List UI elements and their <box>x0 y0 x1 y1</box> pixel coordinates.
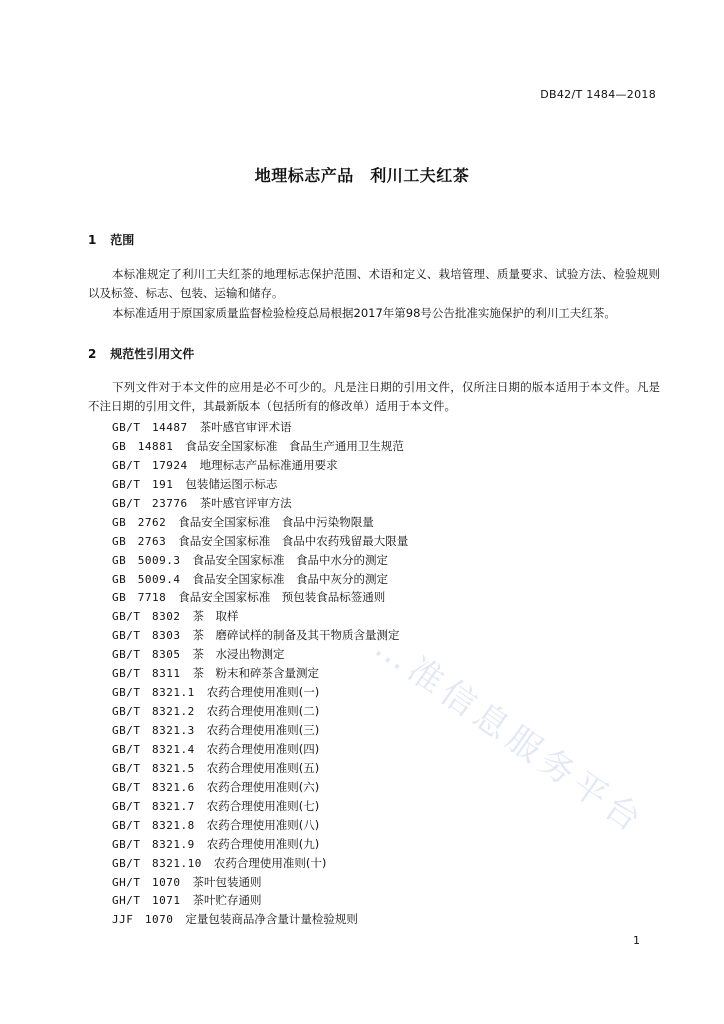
reference-item <box>112 797 408 816</box>
section-title: 范围 <box>110 233 135 247</box>
reference-item <box>112 437 408 456</box>
reference-code: GB/T 8305 <box>112 648 181 662</box>
references-intro-paragraph: 下列文件对于本文件的应用是必不可少的。凡是注日期的引用文件，仅所注日期的版本适用于本文件。凡是不注日期的引用文件，其最新版本（包括所有的修改单）适用于本文件。 <box>88 380 660 413</box>
reference-title: 茶 磨碎试样的制备及其干物质含量测定 <box>192 628 400 643</box>
reference-item <box>112 494 408 513</box>
reference-code: GB 5009.4 <box>112 572 181 586</box>
reference-title: 茶叶感官评审方法 <box>199 495 292 510</box>
reference-item <box>112 626 408 645</box>
reference-title: 包装储运图示标志 <box>185 476 278 491</box>
section-number: 1 <box>88 233 97 247</box>
reference-item <box>112 418 408 437</box>
reference-title: 农药合理使用准则(九) <box>206 836 320 851</box>
reference-title: 农药合理使用准则(一) <box>206 685 320 700</box>
reference-title: 食品安全国家标准 食品中污染物限量 <box>178 514 374 529</box>
reference-code: GB/T 8321.7 <box>112 799 195 813</box>
reference-item <box>112 513 408 532</box>
reference-item <box>112 588 408 607</box>
reference-code: GB/T 14487 <box>112 421 188 434</box>
reference-code: GB/T 8303 <box>112 629 181 643</box>
reference-title: 农药合理使用准则(五) <box>206 760 320 775</box>
watermark: …准信息服务平台 <box>367 626 653 843</box>
reference-code: GB/T 8321.1 <box>112 686 195 700</box>
reference-item <box>112 456 408 475</box>
reference-item <box>112 721 408 740</box>
reference-item <box>112 835 408 854</box>
reference-title: 茶叶包装通则 <box>192 874 262 889</box>
reference-code: GB/T 17924 <box>112 458 188 472</box>
reference-item <box>112 891 408 910</box>
reference-code: GB 5009.3 <box>112 553 181 567</box>
reference-title: 农药合理使用准则(十) <box>213 855 327 870</box>
reference-code: GB/T 8321.10 <box>112 856 202 870</box>
document-title: 地理标志产品 利川工夫红茶 <box>254 166 470 185</box>
reference-code: GB/T 8311 <box>112 667 181 681</box>
reference-code: GH/T 1070 <box>112 875 181 889</box>
reference-title: 茶 粉末和碎茶含量测定 <box>192 666 319 681</box>
reference-title: 茶叶感官审评术语 <box>199 420 292 434</box>
scope-paragraph-2: 本标准适用于原国家质量监督检验检疫总局根据2017年第98号公告批准实施保护的利川工夫红茶。 <box>112 306 616 320</box>
reference-item <box>112 816 408 835</box>
standard-code: DB42/T 1484—2018 <box>540 88 656 101</box>
reference-title: 农药合理使用准则(四) <box>206 741 320 756</box>
reference-item <box>112 645 408 664</box>
reference-code: GB/T 8302 <box>112 610 181 624</box>
reference-title: 食品安全国家标准 预包装食品标签通则 <box>178 590 386 605</box>
reference-code: GB/T 8321.6 <box>112 780 195 794</box>
section-heading-scope <box>88 231 134 248</box>
reference-title: 定量包装商品净含量计量检验规则 <box>185 912 358 927</box>
reference-title: 茶叶贮存通则 <box>192 893 262 908</box>
reference-code: GB 14881 <box>112 439 174 453</box>
reference-code: JJF 1070 <box>112 913 174 927</box>
reference-code: GB/T 23776 <box>112 496 188 510</box>
section-heading-normative-references <box>88 345 194 362</box>
reference-code: GB/T 191 <box>112 477 174 491</box>
reference-code: GH/T 1071 <box>112 894 181 908</box>
reference-title: 食品安全国家标准 食品中农药残留最大限量 <box>178 533 409 548</box>
reference-title: 农药合理使用准则(三) <box>206 723 320 737</box>
section-title: 规范性引用文件 <box>110 347 195 361</box>
reference-title: 茶 取样 <box>192 609 239 624</box>
section-number: 2 <box>88 347 97 361</box>
page-number: 1 <box>633 934 640 947</box>
reference-item <box>112 778 408 797</box>
reference-code: GB 7718 <box>112 591 167 605</box>
reference-item <box>112 607 408 626</box>
reference-title: 农药合理使用准则(六) <box>206 779 320 794</box>
reference-code: GB/T 8321.2 <box>112 705 195 719</box>
reference-code: GB/T 8321.3 <box>112 724 195 737</box>
reference-code: GB/T 8321.8 <box>112 818 195 832</box>
reference-item <box>112 910 408 929</box>
scope-paragraph-1: 本标准规定了利川工夫红茶的地理标志保护范围、术语和定义、栽培管理、质量要求、试验方法、检验规则以及标签、标志、包装、运输和储存。 <box>88 267 660 300</box>
reference-code: GB/T 8321.4 <box>112 742 195 756</box>
reference-item <box>112 570 408 589</box>
reference-title: 食品安全国家标准 食品生产通用卫生规范 <box>185 438 404 453</box>
reference-title: 地理标志产品标准通用要求 <box>199 457 338 472</box>
reference-item <box>112 664 408 683</box>
reference-item <box>112 702 408 721</box>
reference-title: 茶 水浸出物测定 <box>192 647 285 662</box>
reference-item <box>112 759 408 778</box>
reference-item <box>112 475 408 494</box>
reference-item <box>112 854 408 873</box>
reference-list <box>112 418 408 929</box>
reference-title: 食品安全国家标准 食品中水分的测定 <box>192 552 388 567</box>
reference-code: GB/T 8321.9 <box>112 837 195 851</box>
reference-title: 农药合理使用准则(七) <box>206 798 320 813</box>
reference-item <box>112 532 408 551</box>
reference-title: 食品安全国家标准 食品中灰分的测定 <box>192 571 388 586</box>
reference-title: 农药合理使用准则(八) <box>206 817 320 832</box>
reference-item <box>112 873 408 892</box>
reference-code: GB/T 8321.5 <box>112 761 195 775</box>
reference-code: GB 2762 <box>112 515 167 529</box>
reference-item <box>112 551 408 570</box>
reference-item <box>112 740 408 759</box>
reference-title: 农药合理使用准则(二) <box>206 704 320 719</box>
reference-code: GB 2763 <box>112 534 167 548</box>
reference-item <box>112 683 408 702</box>
